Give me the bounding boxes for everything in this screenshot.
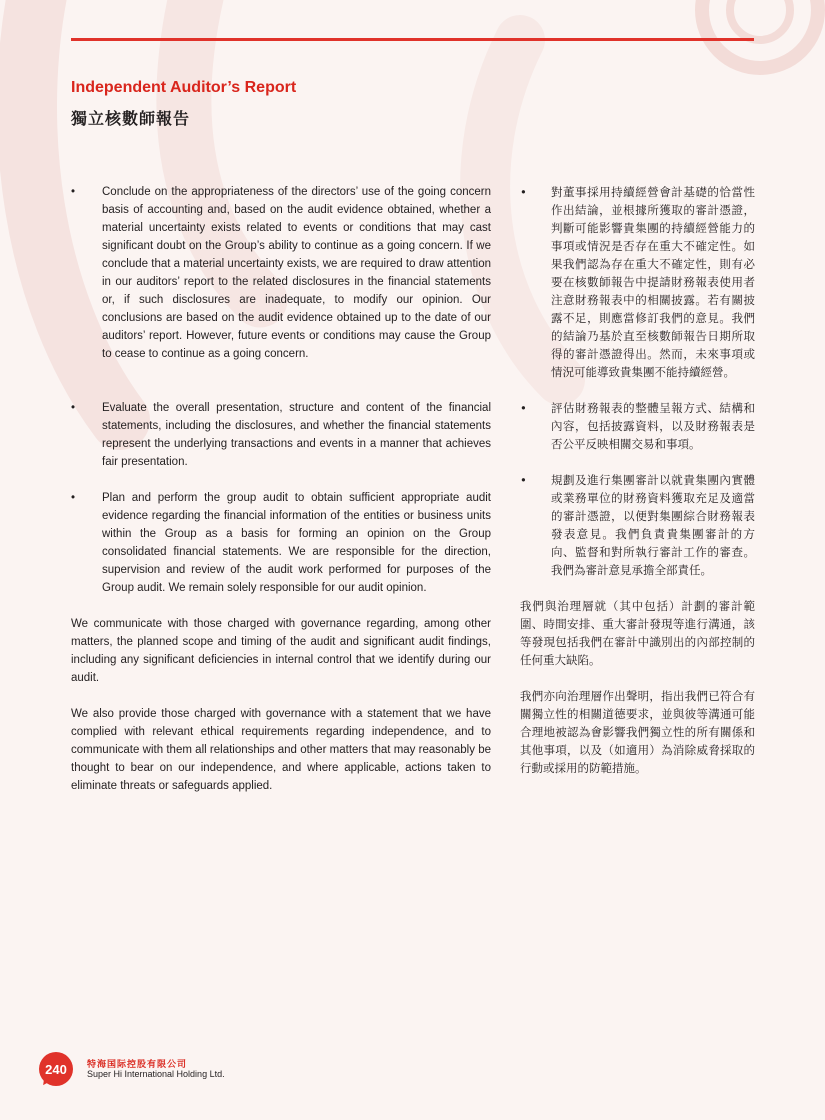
paragraph-en-independence: We also provide those charged with governance with a statement that we have complied with relevant ethical requirements regarding independence, and to communicate with them all relationships and other matters that may reasonably be thought to bear on our independence, and where applicable, actions taken to eliminate threats or safeguards applied. (71, 708, 491, 792)
bullet-item-en-group-audit (71, 489, 491, 597)
bullet-dot: • (520, 185, 527, 199)
page-number-badge: 240 (39, 1052, 73, 1086)
bullet-item-zh-presentation (520, 399, 755, 453)
bullet-text: Plan and perform the group audit to obtain sufficient appropriate audit evidence regarding the financial information of the entities or business units within the Group as a basis for forming an opinion on the Group consolidated financial statements. We are responsible for the direction, supervision and review of the audit work performed for purposes of the Group audit. We remain solely responsible for our audit opinion. (102, 492, 491, 594)
top-rule (71, 38, 754, 41)
paragraph-zh-communication: 我們與治理層就（其中包括）計劃的審計範圍、時間安排、重大審計發現等進行溝通，該等發現包括我們在審計中識別出的內部控制的任何重大缺陷。 (520, 599, 755, 667)
bullet-dot: • (520, 473, 527, 487)
bullet-dot: • (71, 186, 76, 198)
bullet-text: 規劃及進行集團審計以就貴集團內實體或業務單位的財務資料獲取充足及適當的審計憑證，以便對集團綜合財務報表發表意見。我們負責貴集團審計的方向、監督和對所執行審計工作的審查。我們為審計意見承擔全部責任。 (551, 473, 755, 577)
page-title-en: Independent Auditor’s Report (71, 79, 297, 96)
chinese-column (520, 183, 755, 777)
bullet-text: 評估財務報表的整體呈報方式、結構和內容，包括披露資料，以及財務報表是否公平反映相關交易和事項。 (551, 401, 755, 451)
bullet-item-zh-group-audit (520, 471, 755, 579)
bullet-item-en-presentation (71, 399, 491, 471)
bullet-dot: • (71, 492, 76, 504)
bullet-item-zh-going-concern (520, 183, 755, 381)
bullet-dot: • (520, 401, 527, 415)
bullet-item-en-going-concern (71, 183, 491, 363)
bullet-text: 對董事採用持續經營會計基礎的恰當性作出結論，並根據所獲取的審計憑證，判斷可能影響貴集團的持續經營能力的事項或情況是否存在重大不確定性。如果我們認為存在重大不確定性，則有必要在核數師報告中提請財務報表使用者注意財務報表中的相關披露。若有關披露不足，則應當修訂我們的意見。我們的結論乃基於直至核數師報告日期所取得的審計憑證得出。然而，未來事項或情況可能導致貴集團不能持續經營。 (551, 185, 755, 379)
footer-company-name-zh: 特海国际控股有限公司 (87, 1060, 188, 1070)
paragraph-zh-independence: 我們亦向治理層作出聲明，指出我們已符合有關獨立性的相關道德要求，並與彼等溝通可能合理地被認為會影響我們獨立性的所有關係和其他事項，以及（如適用）為消除威脅採取的行動或採用的防範措施。 (520, 689, 755, 775)
english-column (71, 183, 491, 795)
bullet-text: Evaluate the overall presentation, structure and content of the financial statements, including the disclosures, and whether the financial statements represent the underlying transactions and events in a manner that achieves fair presentation. (102, 402, 491, 468)
paragraph-en-communication: We communicate with those charged with governance regarding, among other matters, the planned scope and timing of the audit and significant audit findings, including any significant deficiencies in internal control that we identify during our audit. (71, 618, 491, 684)
bullet-dot: • (71, 402, 76, 414)
footer-company-name-en: Super Hi International Holding Ltd. (87, 1069, 225, 1079)
page-title-zh: 獨立核數師報告 (71, 109, 191, 128)
bullet-text: Conclude on the appropriateness of the directors’ use of the going concern basis of accounting and, based on the audit evidence obtained, whether a material uncertainty exists related to events or conditions that may cast significant doubt on the Group’s ability to continue as a going concern. If we conclude that a material uncertainty exists, we are required to draw attention in our auditors’ report to the related disclosures in the financial statements or, if such disclosures are inadequate, to modify our opinion. Our conclusions are based on the audit evidence obtained up to the date of our auditors’ report. However, future events or conditions may cause the Group to cease to continue as a going concern. (102, 186, 491, 360)
